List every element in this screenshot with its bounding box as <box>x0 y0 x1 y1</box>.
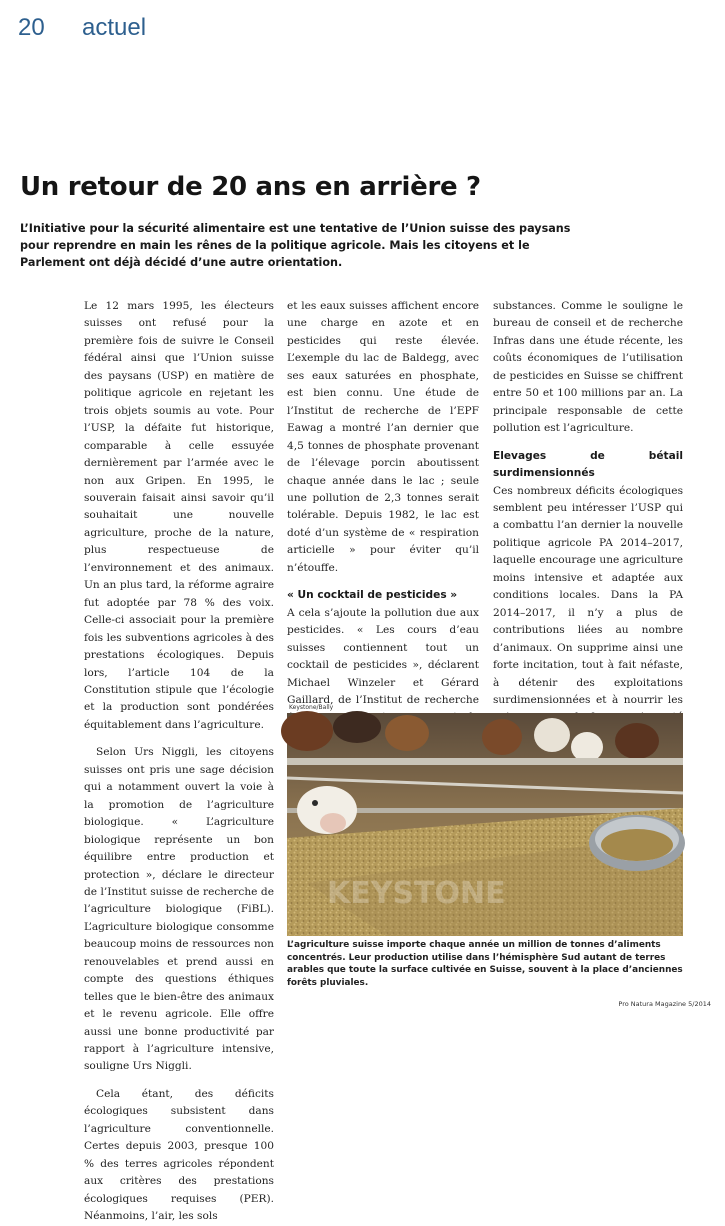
photo-watermark: KEYSTONE <box>327 876 506 911</box>
cattle-feeding-photo <box>287 713 683 936</box>
paragraph: Le 12 mars 1995, les électeurs suisses ont refusé pour la première fois de suivre le Conseil fédéral ainsi que l’Union suisse des paysans (USP) en matière de politique agricole en rejetant les trois objets soumis au vote. Pour l’USP, la défaite fut historique, comparable à celle essuyée dernièrement par l’armée avec le non aux Gripen. En 1995, le souverain faisait ainsi savoir qu’il souhaitait une nouvelle agriculture, proche de la nature, plus respectueuse de l’environnement et des animaux. Un an plus tard, la réforme agraire fut adoptée par 78 % des voix. Celle-ci associait pour la première fois les subventions agricoles à des prestations écologiques. Depuis lors, l’article 104 de la Constitution stipule que l’écologie et la production sont pondérées équitablement dans l’agriculture. <box>84 300 274 731</box>
photo-illustration <box>287 713 683 936</box>
photo-credit: Keystone/Bally <box>289 704 334 711</box>
article-title: Un retour de 20 ans en arrière ? <box>20 172 481 202</box>
magazine-footer: Pro Natura Magazine 5/2014 <box>618 1000 711 1008</box>
photo-caption: L’agriculture suisse importe chaque année un million de tonnes d’aliments concentrés. Leur production utilise dans l’hémisphère Sud autant de terres arables que toute la surface cultivée en Suisse, souvent à la place d’anciennes forêts pluviales. <box>287 940 683 988</box>
paragraph: Selon Urs Niggli, les citoyens suisses ont pris une sage décision qui a notamment ouvert la voie à la promotion de l’agriculture biologique. « L’agriculture biologique représente un bon équilibre entre production et protection », déclare le directeur de l’Institut suisse de recherche de l’agriculture biologique (FiBL). L’agriculture biologique consomme beaucoup moins de ressources non renouvelables et prend aussi en compte des questions éthiques telles que le bien-être des animaux et le revenu agricole. Elle offre aussi une bonne productivité par rapport à l’agriculture intensive, souligne Urs Niggli. <box>84 746 274 1073</box>
article-lead: L’Initiative pour la sécurité alimentaire est une tentative de l’Union suisse des paysans pour reprendre en main les rênes de la politique agricole. Mais les citoyens et le Parlement ont déjà décidé d’une autre orientation. <box>20 222 571 269</box>
paragraph: A cela s’ajoute la pollution due aux pesticides. « Les cours d’eau suisses contiennent tout un cocktail de pesticides », déclarent Michael Winzeler et Gérard Gaillard, de l’Institut de recherche <box>287 606 479 706</box>
paragraph: et les eaux suisses affichent encore une charge en azote et en pesticides qui reste élevée. L’exemple du lac de Baldegg, avec ses eaux saturées en phosphate, est bien connu. Une étude de l’Institut de recherche de l’EPF Eawag a montré l’an dernier que 4,5 tonnes de phosphate provenant de l’élevage porcin aboutissent chaque année dans le lac ; seule une pollution de 2,3 tonnes serait tolérable. Depuis 1982, le lac est doté d’un système de « respiration articielle » pour éviter qu’il n’étouffe. <box>287 300 479 574</box>
paragraph: Ces nombreux déficits écologiques semblent peu intéresser l’USP qui a combattu l’an dernier la nouvelle politique agricole PA 2014–2017, laquelle encourage une agriculture moins intensive et adaptée aux conditions locales. Dans la PA 2014–2017, il n’y a plus de contributions liées au nombre d’animaux. On supprime ainsi une forte incitation, tout à fait néfaste, à détenir des exploitations surdimensionnées et à nourrir les <box>493 484 683 706</box>
section-label: actuel <box>82 14 147 41</box>
subheading: « Un cocktail de pesticides » <box>287 589 458 602</box>
text-column-1 <box>84 298 274 1226</box>
subheading: Elevages de bétail surdimensionnés <box>493 449 683 480</box>
page-number: 20 <box>18 14 45 41</box>
paragraph: substances. Comme le souligne le bureau de conseil et de recherche Infras dans une étude récente, les coûts économiques de l’utilisation de pesticides en Suisse se chiffrent entre 50 et 100 millions par an. La principale responsable de cette pollution est l’agriculture. <box>493 300 683 435</box>
paragraph: Cela étant, des déficits écologiques subsistent dans l’agriculture conventionnelle. Certes depuis 2003, presque 100 % des terres agricoles répondent aux critères des prestations écologiques requises (PER). Néanmoins, l’air, les sols <box>84 1087 274 1223</box>
